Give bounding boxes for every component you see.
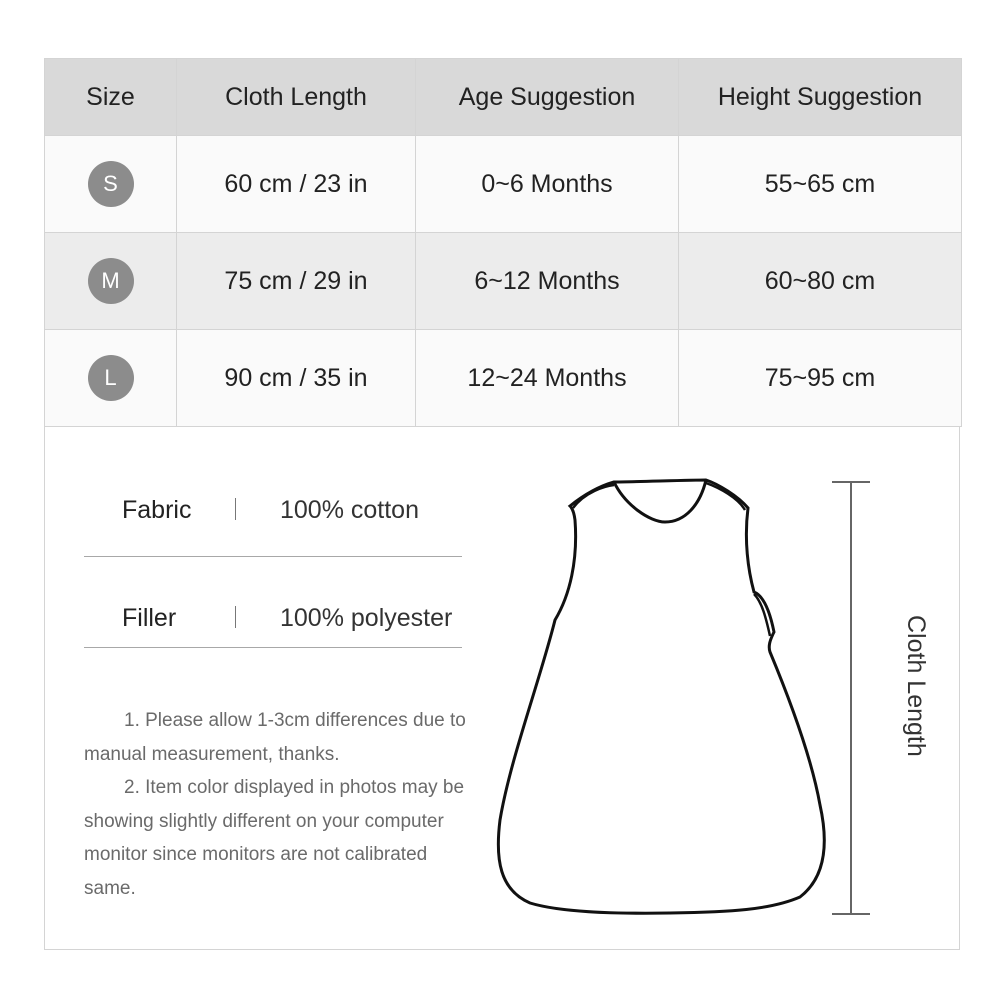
size-badge: L [88, 355, 134, 401]
size-cell [45, 330, 177, 427]
cloth-length-cell: 90 cm / 35 in [177, 330, 416, 427]
size-badge: S [88, 161, 134, 207]
age-cell: 12~24 Months [416, 330, 679, 427]
cloth-length-cell: 60 cm / 23 in [177, 136, 416, 233]
age-cell: 0~6 Months [416, 136, 679, 233]
spec-label: Fabric [122, 496, 192, 524]
header-size: Size [45, 59, 177, 136]
size-cell [45, 136, 177, 233]
spec-value: 100% cotton [280, 496, 419, 524]
spec-row-filler [84, 604, 462, 648]
header-height-suggestion: Height Suggestion [679, 59, 962, 136]
size-badge: M [88, 258, 134, 304]
spec-divider [235, 498, 236, 520]
header-age-suggestion: Age Suggestion [416, 59, 679, 136]
note-item: 2. Item color displayed in photos may be showing slightly different on your computer monitor since monitors are not calibrated same. [84, 777, 465, 899]
notes [84, 704, 484, 905]
spec-label: Filler [122, 604, 177, 632]
sleeping-bag-neckline [614, 480, 706, 522]
height-cell: 60~80 cm [679, 233, 962, 330]
spec-divider [235, 606, 236, 628]
sleeping-bag-shoulder-right [706, 483, 745, 510]
cloth-length-measure-label: Cloth Length [902, 615, 930, 757]
size-cell [45, 233, 177, 330]
table-row [45, 330, 962, 427]
header-cloth-length: Cloth Length [177, 59, 416, 136]
note-item: 1. Please allow 1-3cm differences due to manual measurement, thanks. [84, 710, 466, 765]
table-header-row [45, 59, 962, 136]
table-row [45, 136, 962, 233]
age-cell: 6~12 Months [416, 233, 679, 330]
spec-row-fabric [84, 496, 462, 557]
sleeping-bag-shoulder-left [573, 485, 614, 508]
sleeping-bag-outline-icon [490, 470, 910, 930]
size-chart-table [44, 58, 962, 427]
sleeping-bag-body [498, 480, 824, 913]
cloth-length-cell: 75 cm / 29 in [177, 233, 416, 330]
height-cell: 75~95 cm [679, 330, 962, 427]
spec-value: 100% polyester [280, 604, 453, 632]
height-cell: 55~65 cm [679, 136, 962, 233]
table-row [45, 233, 962, 330]
